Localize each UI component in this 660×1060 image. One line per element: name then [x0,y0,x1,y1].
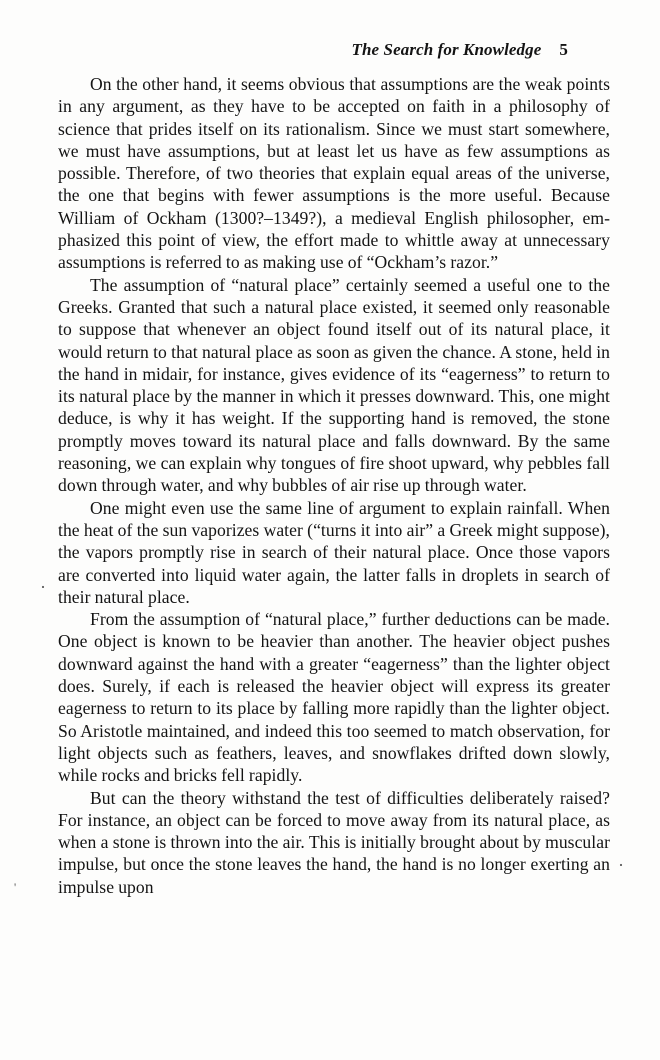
margin-speck: · [40,577,46,597]
paragraph-rainfall: One might even use the same line of argument to explain rainfall. When the heat of the sun vaporizes water (“turns it into air” a Greek might suppose), the vapors promptly rise in search of their natural place. Once those vapors are converted into liquid water again, the latter falls in droplets in search of their natural place. [58,497,610,607]
paragraph-further-deductions: From the assumption of “natural place,” further deductions can be made. One object is known to be heavier than another. The heavier object pushes downward against the hand with a greater “eagerness” than the lighter object does. Surely, if each is released the heavier object will express its greater eagerness to return to its place by falling more rapidly than the lighter object. So Aristotle maintained, and indeed this too seemed to match observation, for light objects such as feathers, leaves, and snowflakes drifted down slowly, while rocks and bricks fell rapidly. [58,609,610,786]
paragraph-test-of-difficulties: But can the theory withstand the test of difficulties deliberately raised? For instance, an object can be forced to move away from its natural place, as when a stone is thrown into the air. This is initially brought about by muscular impulse, but once the stone leaves the hand, the hand is no longer exerting an impulse upon [58,787,610,897]
paragraph-ockhams-razor: On the other hand, it seems obvious that assumptions are the weak points in any argument, as they have to be accepted on faith in a philosophy of science that prides itself on its rationalism. Since we must start somewhere, we must have assumptions, but at least let us have as few assumptions as possible. Therefore, of two theories that explain equal areas of the universe, the one that begins with fewer assumptions is the more useful. Because William of Ockham (1300?–1349?), a medieval English philosopher, emphasized this point of view, the effort made to whittle away at unnecessary assumptions is referred to as making use of “Ockham’s razor.” [58,74,610,273]
margin-speck: ' [14,880,17,894]
page-number: 5 [559,40,568,59]
body-text [58,73,610,898]
running-head [352,40,568,60]
margin-speck: · [618,855,624,875]
paragraph-natural-place: The assumption of “natural place” certainly seemed a useful one to the Greeks. Granted that such a natural place existed, it seemed only reasonable to suppose that whenever an object found itself out of its natural place, it would return to that natural place as soon as given the chance. A stone, held in the hand in midair, for instance, gives evidence of its “eagerness” to return to its natural place by the manner in which it presses downward. This, one might deduce, is why it has weight. If the supporting hand is removed, the stone promptly moves toward its natural place and falls downward. By the same reasoning, we can explain why tongues of fire shoot upward, why pebbles fall down through water, and why bubbles of air rise up through water. [58,274,610,496]
chapter-title: The Search for Knowledge [351,40,542,59]
